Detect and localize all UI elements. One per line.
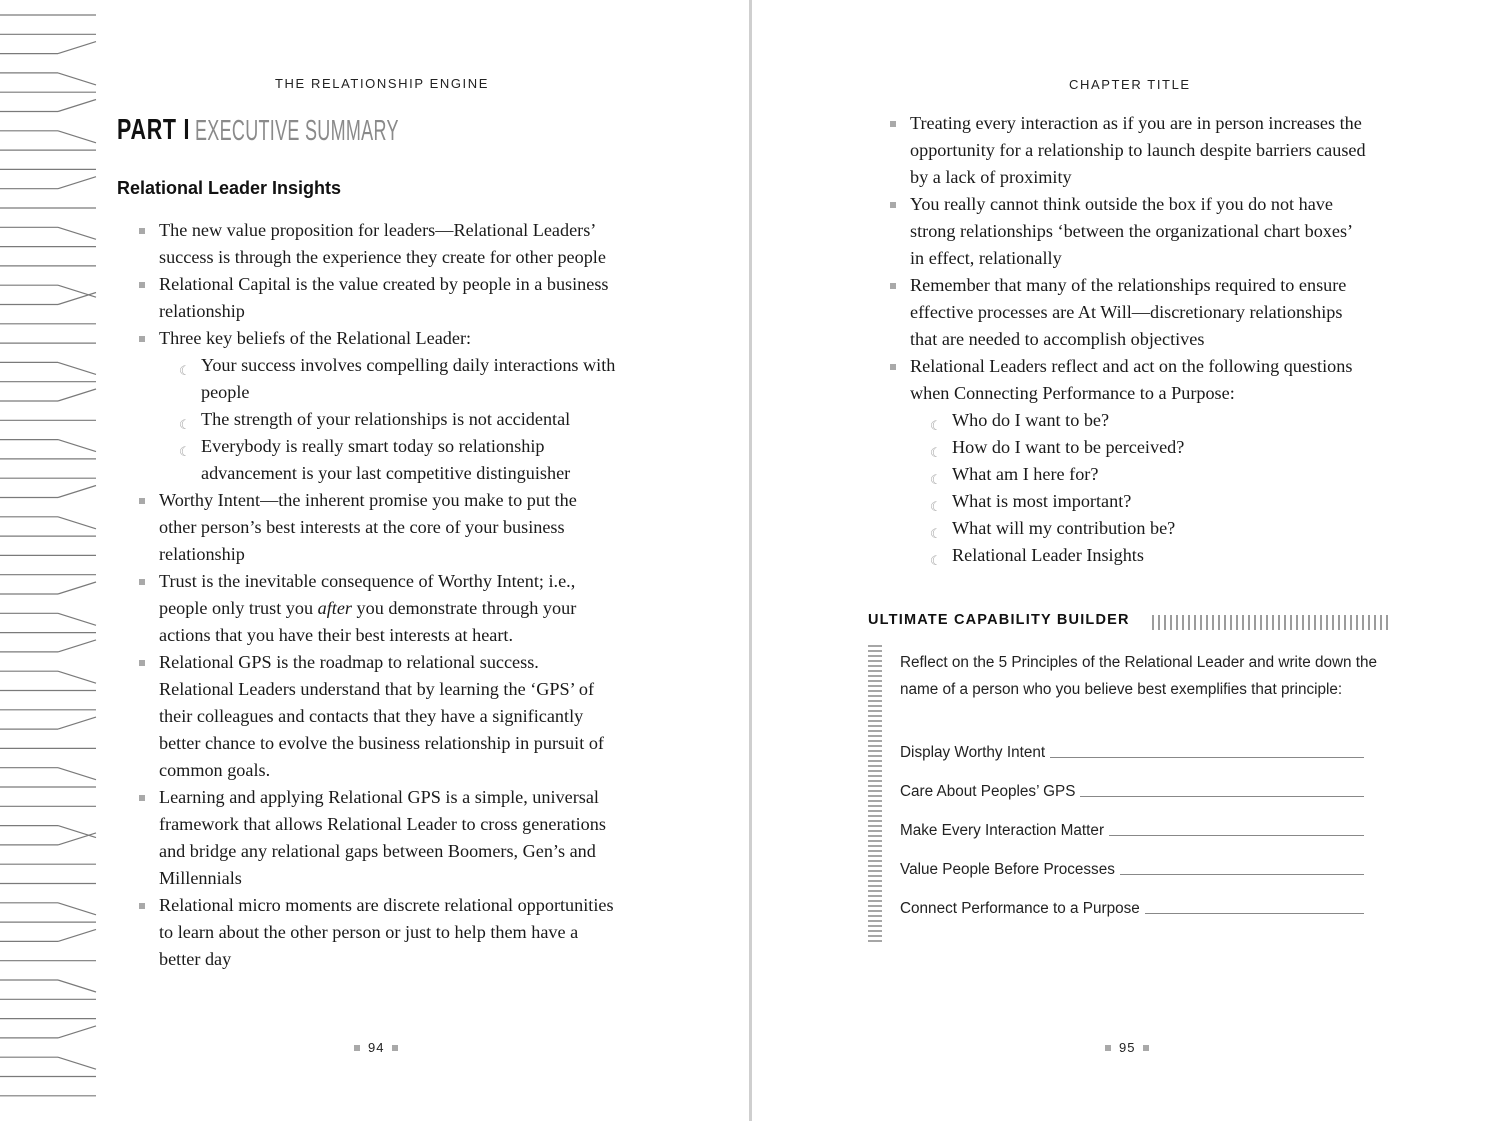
bullet-text: Three key beliefs of the Relational Leader:	[159, 328, 472, 348]
section-heading: Relational Leader Insights	[117, 178, 342, 198]
bullet-text: Relational Leaders reflect and act on the following questions when Connecting Performance to a Purpose:	[910, 356, 1353, 403]
bullet-item	[868, 191, 1368, 272]
bullet-item	[117, 217, 617, 271]
folio-square-icon	[1143, 1045, 1149, 1051]
bullet-text: Treating every interaction as if you are in person increases the opportunity for a relationship to launch despite barriers caused by a lack of proximity	[910, 113, 1366, 187]
principle-fill-line	[900, 783, 1364, 801]
bullet-item	[117, 568, 617, 649]
write-in-line[interactable]	[1109, 834, 1364, 836]
bullet-text: Relational micro moments are discrete relational opportunities to learn about the other person or just to help them have a better day	[159, 895, 614, 969]
bullet-square-icon	[139, 336, 145, 342]
sub-bullet-item	[910, 461, 1368, 488]
bullet-square-icon	[890, 283, 896, 289]
principle-label: Care About Peoples’ GPS	[900, 783, 1076, 800]
sub-bullet-item	[910, 488, 1368, 515]
bullet-text	[159, 571, 576, 645]
sub-bullet-crescent-icon: ☾	[179, 445, 191, 460]
running-head-left: THE RELATIONSHIP ENGINE	[275, 76, 490, 91]
sub-bullet-crescent-icon: ☾	[930, 446, 942, 461]
insights-list	[117, 217, 617, 973]
bullet-square-icon	[139, 903, 145, 909]
bullet-item	[117, 487, 617, 568]
sidebar-tick-rule	[868, 645, 882, 945]
sub-bullet-crescent-icon: ☾	[930, 527, 942, 542]
sub-bullet-text: The strength of your relationships is not accidental	[201, 409, 571, 429]
sub-bullet-crescent-icon: ☾	[930, 500, 942, 515]
sub-bullet-text: Who do I want to be?	[952, 410, 1110, 430]
page-edge-decoration	[0, 0, 100, 1121]
sub-bullet-item	[159, 433, 617, 487]
sub-bullet-crescent-icon: ☾	[930, 473, 942, 488]
sub-bullet-item	[159, 406, 617, 433]
folio-square-icon	[392, 1045, 398, 1051]
part-subtitle: EXECUTIVE SUMMARY	[195, 115, 399, 147]
bullet-square-icon	[890, 121, 896, 127]
bullet-text: You really cannot think outside the box if you do not have strong relationships ‘between the organizational chart boxes’ in effect, relationally	[910, 194, 1352, 268]
bullet-item	[117, 325, 617, 487]
heading-tick-rule	[1152, 615, 1388, 630]
principle-fill-line	[900, 822, 1364, 840]
bullet-text: The new value proposition for leaders—Relational Leaders’ success is through the experience they create for other people	[159, 220, 606, 267]
principle-label: Connect Performance to a Purpose	[900, 900, 1140, 917]
write-in-line[interactable]	[1050, 756, 1364, 758]
running-head-right: CHAPTER TITLE	[1069, 77, 1191, 92]
bullet-text: Relational Capital is the value created by people in a business relationship	[159, 274, 609, 321]
sub-bullet-list	[159, 352, 617, 487]
insights-list-continued	[868, 110, 1368, 569]
bullet-item	[868, 110, 1368, 191]
bullet-text: Remember that many of the relationships required to ensure effective processes are At Will—discretionary relationships that are needed to accomplish objectives	[910, 275, 1347, 349]
bullet-text: Worthy Intent—the inherent promise you make to put the other person’s best interests at the core of your business relationship	[159, 490, 577, 564]
principle-label: Value People Before Processes	[900, 861, 1115, 878]
gutter-divider	[749, 0, 752, 1121]
capability-builder-heading: ULTIMATE CAPABILITY BUILDER	[868, 612, 1130, 628]
page-number-text: 94	[368, 1040, 385, 1055]
capability-builder-intro: Reflect on the 5 Principles of the Relational Leader and write down the name of a person who you believe best exemplifies that principle:	[900, 654, 1378, 698]
principle-label: Make Every Interaction Matter	[900, 822, 1105, 839]
bullet-item	[117, 892, 617, 973]
bullet-text-part: you demonstrate through your actions that you have their best interests at heart.	[159, 598, 577, 645]
page-number-left	[354, 1040, 398, 1055]
principle-fill-line	[900, 861, 1364, 879]
sub-bullet-text: What am I here for?	[952, 464, 1099, 484]
page-number-text: 95	[1119, 1040, 1136, 1055]
bullet-item	[868, 353, 1368, 569]
write-in-line[interactable]	[1145, 912, 1364, 914]
page-number-right	[1105, 1040, 1149, 1055]
sub-bullet-text: Everybody is really smart today so relationship advancement is your last competitive distinguisher	[201, 436, 571, 483]
sub-bullet-text: What is most important?	[952, 491, 1132, 511]
bullet-text: Relational GPS is the roadmap to relational success. Relational Leaders understand that by learning the ‘GPS’ of their colleagues and contacts that they have a significantly better chance to evolve the business relationship in pursuit of common goals.	[159, 652, 604, 780]
sub-bullet-list	[910, 407, 1368, 569]
bullet-square-icon	[139, 228, 145, 234]
bullet-square-icon	[139, 579, 145, 585]
principle-label: Display Worthy Intent	[900, 744, 1046, 761]
part-label: PART I	[117, 114, 191, 146]
sub-bullet-text: Relational Leader Insights	[952, 545, 1144, 565]
sub-bullet-item	[910, 515, 1368, 542]
bullet-text-part: Trust is the inevitable consequence of Worthy Intent; i.e., people only trust you	[159, 571, 576, 618]
principle-fill-line	[900, 744, 1364, 762]
bullet-item	[117, 649, 617, 784]
bullet-square-icon	[890, 202, 896, 208]
sub-bullet-crescent-icon: ☾	[179, 418, 191, 433]
principle-fill-line	[900, 900, 1364, 918]
write-in-line[interactable]	[1080, 795, 1364, 797]
bullet-square-icon	[890, 364, 896, 370]
sub-bullet-text: How do I want to be perceived?	[952, 437, 1185, 457]
sub-bullet-crescent-icon: ☾	[179, 364, 191, 379]
sub-bullet-text: What will my contribution be?	[952, 518, 1176, 538]
sub-bullet-item	[910, 407, 1368, 434]
sub-bullet-item	[159, 352, 617, 406]
bullet-item	[117, 271, 617, 325]
bullet-text: Learning and applying Relational GPS is a simple, universal framework that allows Relational Leader to cross generations and bridge any relational gaps between Boomers, Gen’s and Millennials	[159, 787, 606, 888]
sub-bullet-item	[910, 542, 1368, 569]
bullet-item	[117, 784, 617, 892]
bullet-square-icon	[139, 282, 145, 288]
sub-bullet-crescent-icon: ☾	[930, 554, 942, 569]
bullet-square-icon	[139, 660, 145, 666]
bullet-item	[868, 272, 1368, 353]
folio-square-icon	[1105, 1045, 1111, 1051]
sub-bullet-item	[910, 434, 1368, 461]
write-in-line[interactable]	[1120, 873, 1364, 875]
bullet-square-icon	[139, 498, 145, 504]
folio-square-icon	[354, 1045, 360, 1051]
sub-bullet-text: Your success involves compelling daily interactions with people	[201, 355, 616, 402]
bullet-text-emphasis: after	[317, 598, 352, 618]
sub-bullet-crescent-icon: ☾	[930, 419, 942, 434]
bullet-square-icon	[139, 795, 145, 801]
